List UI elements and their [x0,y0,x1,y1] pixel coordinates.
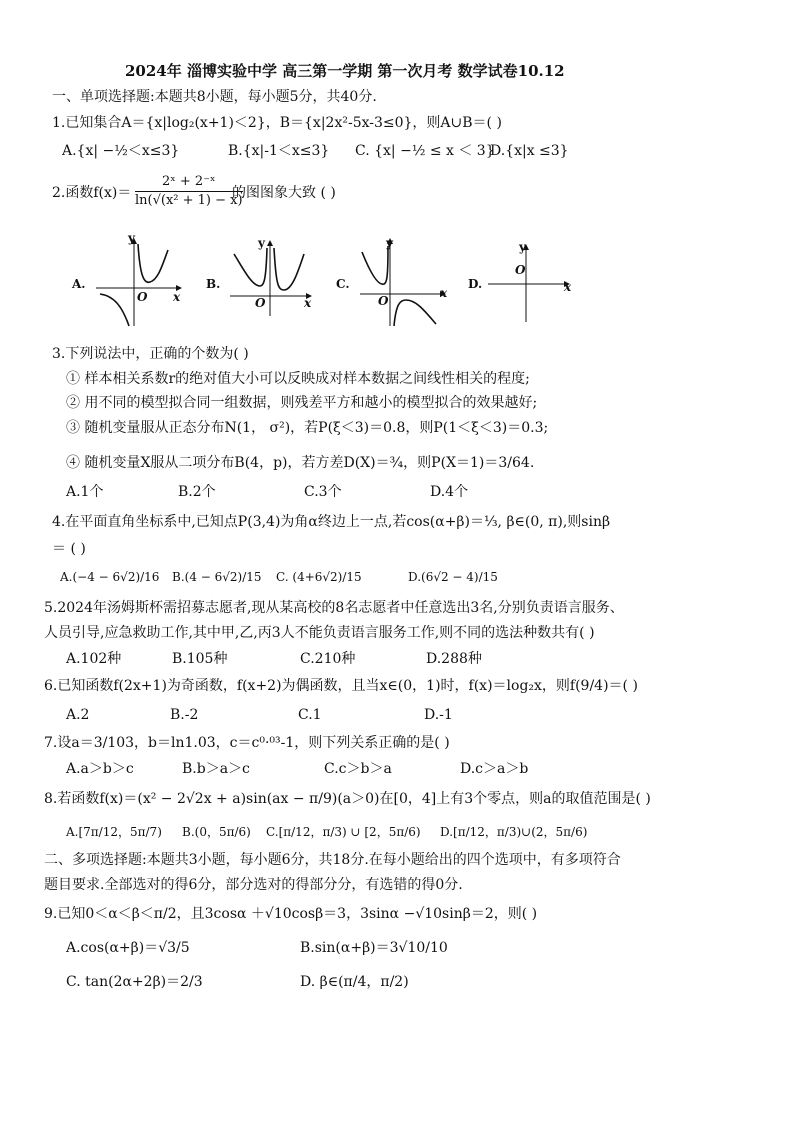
q2-graph-b-y: y [258,236,265,250]
q1-option-d: D.{x|x ≤3} [490,143,569,159]
q7-option-a: A.a＞b＞c [66,761,134,777]
q2-graph-label-a: A. [72,277,86,291]
q2-graph-b-x: x [304,296,312,310]
q3-statement-3: ③ 随机变量服从正态分布N(1， σ²)，若P(ξ＜3)＝0.8，则P(1＜ξ＜3)＝0.3; [66,420,549,436]
q8-option-c: C.[π/12，π/3) ∪ [2，5π/6) [266,825,421,839]
q9-option-a: A.cos(α+β)＝√3/5 [66,940,190,956]
section-2-heading-2: 题目要求.全部选对的得6分，部分选对的得部分分，有选错的得0分. [44,877,463,893]
q1-option-a: A.{x| −½＜x≤3} [62,143,180,159]
q2-graph-d-origin: O [515,263,526,277]
q3-stem: 3.下列说法中，正确的个数为( ) [52,346,249,362]
q9-option-b: B.sin(α+β)＝3√10/10 [300,940,448,956]
q6-stem: 6.已知函数f(2x+1)为奇函数，f(x+2)为偶函数，且当x∈(0，1)时，f(x)＝log₂x，则f(9/4)＝( ) [44,678,638,694]
q2-graph-b [226,240,314,320]
q3-option-a: A.1个 [66,484,104,500]
q2-graph-c-y: y [386,236,393,250]
q6-option-a: A.2 [66,707,90,723]
q8-stem: 8.若函数f(x)＝(x² − 2√2x + a)sin(ax − π/9)(a＞0)在[0，4]上有3个零点，则a的取值范围是( ) [44,791,651,807]
q2-graph-label-d: D. [468,277,483,291]
q9-option-d: D. β∈(π/4，π/2) [300,974,409,990]
q1-option-c: C. {x| −½ ≤ x ＜ 3} [355,143,495,159]
q2-graph-d-y: y [519,240,526,254]
q2-graph-a-origin: O [137,290,148,304]
q2-graph-a [92,236,182,328]
exam-title: 2024年 淄博实验中学 高三第一学期 第一次月考 数学试卷10.12 [125,62,565,80]
q8-option-a: A.[7π/12，5π/7) [66,825,162,839]
q9-stem: 9.已知0＜α＜β＜π/2，且3cosα ＋√10cosβ＝3，3sinα −√10sinβ＝2，则( ) [44,906,538,922]
q2-graph-d [486,244,572,324]
q8-option-b: B.(0，5π/6) [182,825,251,839]
q2-graph-d-x: x [564,280,572,294]
q3-statement-2: ② 用不同的模型拟合同一组数据，则残差平方和越小的模型拟合的效果越好; [66,395,538,411]
q5-option-a: A.102种 [66,651,122,667]
q4-option-d: D.(6√2 − 4)/15 [408,570,498,584]
q4-option-c: C. (4+6√2)/15 [276,570,362,584]
q2-graph-c [356,236,448,328]
q4-option-b: B.(4 − 6√2)/15 [172,570,262,584]
q3-option-c: C.3个 [304,484,342,500]
q3-statement-4: ④ 随机变量X服从二项分布B(4，p)，若方差D(X)＝¾，则P(X＝1)＝3/64. [66,455,535,471]
q2-graph-a-y: y [128,231,135,245]
q2-graph-c-x: x [440,286,448,300]
q4-option-a: A.(−4 − 6√2)/16 [60,570,160,584]
q2-denominator: ln(√(x² + 1) − x) [135,193,243,208]
q2-graph-a-x: x [173,290,181,304]
q5-option-c: C.210种 [300,651,356,667]
q2-graph-b-origin: O [255,296,266,310]
q7-option-b: B.b＞a＞c [182,761,250,777]
q1-option-b: B.{x|-1＜x≤3} [228,143,330,159]
q8-option-d: D.[π/12，π/3)∪(2，5π/6) [440,825,588,839]
q6-option-d: D.-1 [424,707,453,723]
q2-graph-label-b: B. [206,277,221,291]
q7-stem: 7.设a＝3/103，b＝ln1.03，c＝c⁰·⁰³-1，则下列关系正确的是( ) [44,735,450,751]
q2-graph-label-c: C. [336,277,350,291]
q7-option-d: D.c＞a＞b [460,761,529,777]
q5-stem: 5.2024年汤姆斯杯需招募志愿者,现从某高校的8名志愿者中任意选出3名,分别负责语言服务、 [44,600,624,616]
q3-option-b: B.2个 [178,484,216,500]
q4-stem-2: ＝ ( ) [52,541,86,557]
q2-stem-suffix: 的图图象大致 ( ) [232,185,336,201]
q6-option-b: B.-2 [170,707,199,723]
section-2-heading: 二、多项选择题:本题共3小题，每小题6分，共18分.在每小题给出的四个选项中，有多项符合 [44,852,621,868]
q2-stem-prefix: 2.函数f(x)＝ [52,185,132,201]
q6-option-c: C.1 [298,707,322,723]
q2-graph-c-origin: O [378,294,389,308]
q7-option-c: C.c＞b＞a [324,761,392,777]
section-1-heading: 一、单项选择题:本题共8小题，每小题5分，共40分. [52,89,377,105]
q3-statement-1: ① 样本相关系数r的绝对值大小可以反映成对样本数据之间线性相关的程度; [66,371,530,387]
q3-option-d: D.4个 [430,484,469,500]
q5-stem-2: 人员引导,应急救助工作,其中甲,乙,丙3人不能负责语言服务工作,则不同的选法种数共有( ) [44,625,595,641]
q2-numerator: 2ˣ + 2⁻ˣ [135,173,243,192]
q2-fraction [135,173,243,210]
q1-stem: 1.已知集合A＝{x|log₂(x+1)＜2}，B＝{x|2x²-5x-3≤0}，则A∪B＝( ) [52,115,502,131]
q5-option-b: B.105种 [172,651,228,667]
q9-option-c: C. tan(2α+2β)＝2/3 [66,974,203,990]
q5-option-d: D.288种 [426,651,482,667]
q4-stem: 4.在平面直角坐标系中,已知点P(3,4)为角α终边上一点,若cos(α+β)＝⅓, β∈(0, π),则sinβ [52,514,611,530]
